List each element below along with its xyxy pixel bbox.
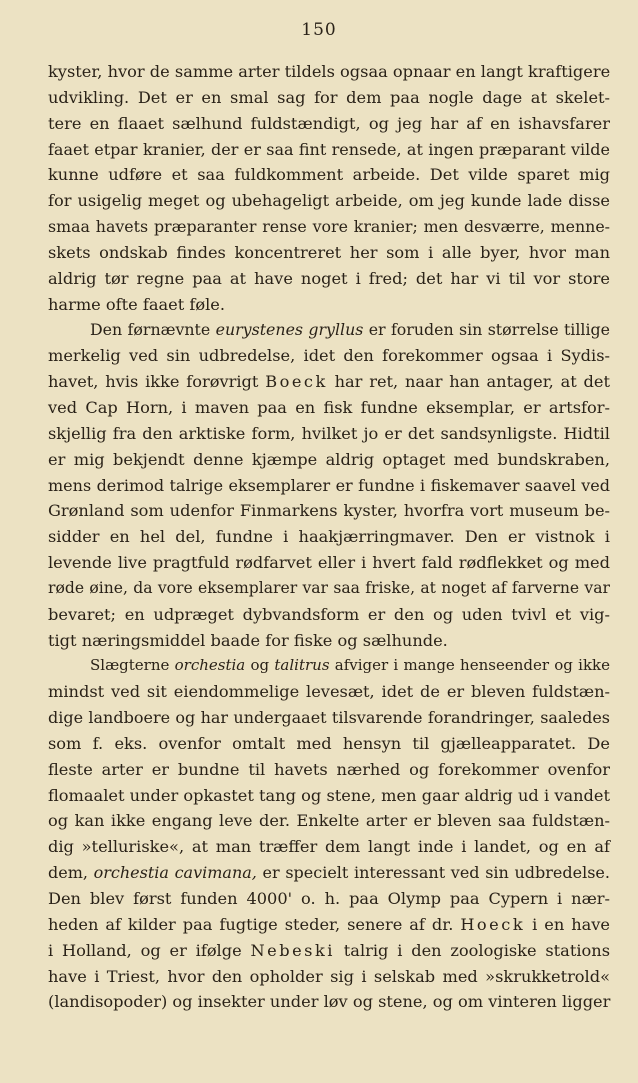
text-segment: aldrig tør regne paa at have noget i fred; det har vi til vor store (48, 268, 610, 288)
body-text (48, 59, 610, 1015)
text-line (48, 576, 610, 602)
text-line (48, 473, 610, 499)
text-line (48, 498, 610, 524)
text-line (48, 188, 610, 214)
text-line (48, 421, 610, 447)
text-line (48, 653, 610, 679)
text-line (48, 628, 610, 654)
italic-term: orchestia (174, 656, 246, 675)
text-segment: heden af kilder paa fugtige steder, senere af dr. (48, 914, 461, 934)
spaced-name: Nebeski (250, 940, 335, 960)
text-line (48, 162, 610, 188)
spaced-name: Boeck (265, 372, 328, 392)
text-segment: kyster, hvor de samme arter tildels ogsaa opnaar en langt kraftigere (48, 62, 611, 81)
text-segment: og kan ikke engang leve der. Enkelte arter er bleven saa fuldstæn- (48, 811, 610, 831)
text-segment: talrig i den zoologiske stations (334, 940, 610, 960)
text-segment: Den blev først funden 4000' o. h. paa Olymp paa Cypern i nær- (48, 889, 610, 908)
text-segment: i en have (525, 914, 610, 934)
text-line (48, 808, 610, 834)
text-line (48, 59, 610, 85)
text-line (48, 214, 610, 240)
text-line (48, 783, 610, 809)
text-segment: have i Triest, hvor den opholder sig i selskab med »skrukketrold« (48, 966, 610, 986)
text-line (48, 731, 610, 757)
text-segment: levende live pragtfuld rødfarvet eller i hvert fald rødflekket og med (48, 553, 610, 573)
text-line (48, 705, 610, 731)
text-segment: skjellig fra den arktiske form, hvilket jo er det sandsynligste. Hidtil (48, 423, 610, 443)
text-segment: for usigelig meget og ubehageligt arbeide, om jeg kunde lade disse (48, 191, 610, 211)
text-line (48, 266, 610, 292)
text-segment: dige landboere og har undergaaet tilsvarende forandringer, saaledes (48, 708, 610, 728)
text-line (48, 111, 610, 137)
text-segment: røde øine, da vore eksemplarer var saa friske, at noget af farverne var (48, 578, 610, 597)
text-segment: mindst ved sit eiendommelige levesæt, idet de er bleven fuldstæn- (48, 682, 610, 702)
text-line (48, 292, 610, 318)
text-segment: Slægterne (90, 656, 175, 675)
text-segment: bevaret; en udpræget dybvandsform er den og uden tvivl et vig- (48, 604, 610, 624)
spaced-name: Hoeck (460, 914, 526, 934)
text-segment: havet, hvis ikke forøvrigt (48, 372, 266, 392)
text-line (48, 85, 610, 111)
text-line (48, 886, 610, 912)
text-segment: (landisopoder) og insekter under løv og stene, og om vinteren ligger (48, 992, 611, 1012)
text-segment: Grønland som udenfor Finmarkens kyster, hvorfra vort museum be- (48, 501, 610, 521)
text-segment: tere en flaaet sælhund fuldstændigt, og jeg har af en ishavsfarer (48, 113, 610, 133)
text-segment: er specielt interessant ved sin udbredelse. (256, 863, 610, 883)
text-segment: er foruden sin størrelse tillige (363, 320, 610, 340)
text-line (48, 240, 610, 266)
text-segment: dem, (48, 863, 94, 883)
text-segment: flomaalet under opkastet tang og stene, men gaar aldrig ud i vandet (48, 785, 610, 805)
text-segment: er mig bekjendt denne kjæmpe aldrig optaget med bundskraben, (48, 449, 610, 469)
text-line (48, 757, 610, 783)
text-line (48, 447, 610, 473)
text-segment: afviger i mange henseender og ikke (329, 656, 610, 675)
text-line (48, 343, 610, 369)
text-segment: ved Cap Horn, i maven paa en fisk fundne eksemplar, er artsfor- (48, 397, 610, 417)
text-segment: har ret, naar han antager, at det (327, 372, 610, 392)
text-segment: mens derimod talrige eksemplarer er fundne i fiskemaver saavel ved (48, 475, 610, 495)
text-line (48, 679, 610, 705)
text-line (48, 989, 610, 1015)
text-line (48, 912, 610, 938)
text-segment: merkelig ved sin udbredelse, idet den forekommer ogsaa i Sydis- (48, 346, 610, 366)
text-segment: og (245, 656, 275, 675)
text-line (48, 964, 610, 990)
italic-term: orchestia cavimana, (93, 863, 257, 883)
text-line (48, 369, 610, 395)
text-line (48, 834, 610, 860)
italic-term: talitrus (274, 656, 330, 675)
text-segment: i Holland, og er ifølge (48, 940, 251, 960)
text-line (48, 137, 610, 163)
text-line (48, 317, 610, 343)
text-segment: kunne udføre et saa fuldkomment arbeide. Det vilde sparet mig (48, 165, 610, 185)
text-segment: fleste arter er bundne til havets nærhed og forekommer ovenfor (48, 759, 610, 779)
text-line (48, 860, 610, 886)
text-line (48, 395, 610, 421)
text-segment: skets ondskab findes koncentreret her som i alle byer, hvor man (48, 242, 610, 262)
text-segment: dig »telluriske«, at man træffer dem langt inde i landet, og en af (48, 837, 610, 857)
text-segment: sidder en hel del, fundne i haakjærringmaver. Den er vistnok i (48, 527, 610, 547)
text-segment: smaa havets præparanter rense vore kranier; men desværre, menne- (48, 217, 610, 237)
text-line (48, 938, 610, 964)
text-segment: faaet etpar kranier, der er saa fint rensede, at ingen præparant vilde (48, 139, 610, 159)
italic-term: eurystenes gryllus (215, 320, 364, 340)
text-line (48, 524, 610, 550)
text-segment: harme ofte faaet føle. (48, 294, 226, 314)
text-segment: udvikling. Det er en smal sag for dem paa nogle dage at skelet- (48, 87, 610, 107)
text-segment: tigt næringsmiddel baade for fiske og sælhunde. (48, 630, 448, 650)
text-line (48, 602, 610, 628)
text-segment: som f. eks. ovenfor omtalt med hensyn til gjælleapparatet. De (48, 733, 610, 753)
page-number: 150 (301, 20, 337, 40)
text-line (48, 550, 610, 576)
text-segment: Den førnævnte (90, 320, 216, 340)
